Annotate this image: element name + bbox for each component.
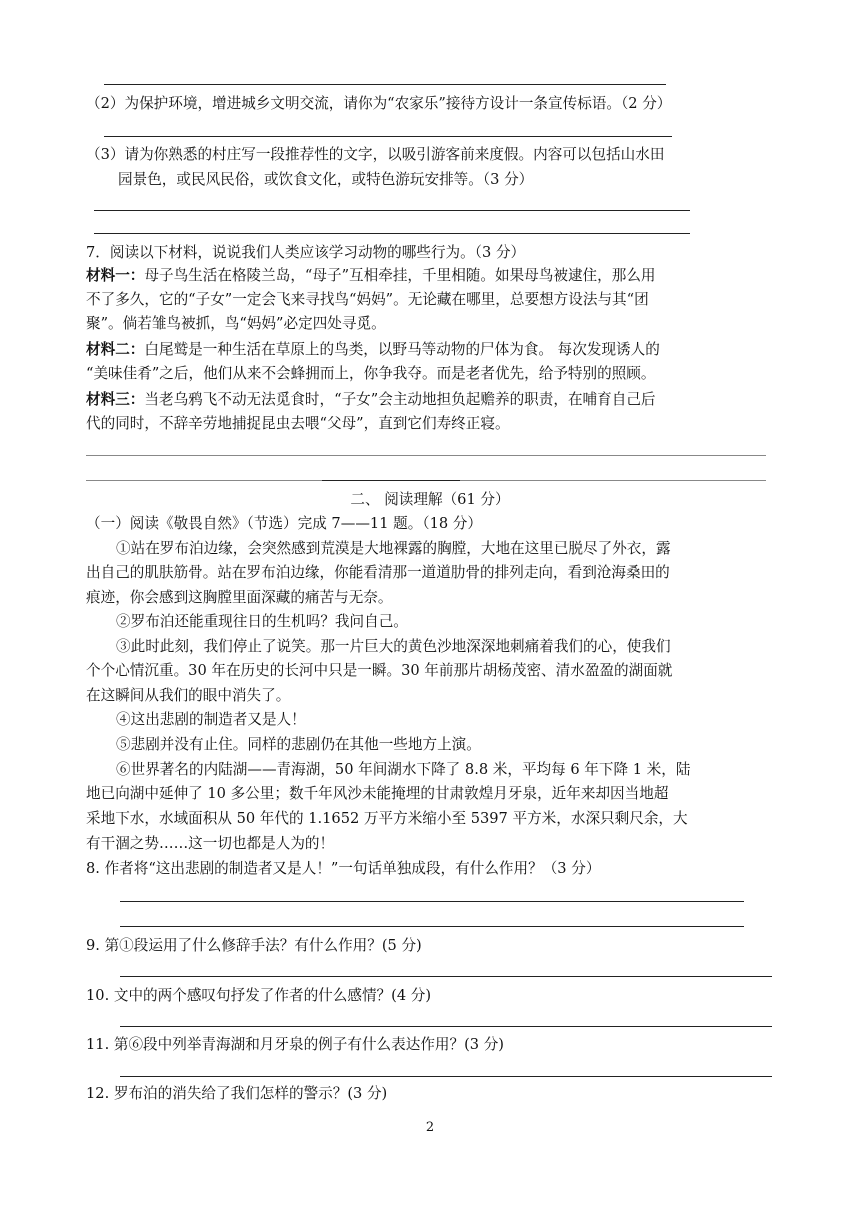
- answer-line-q6-2: [104, 136, 672, 137]
- q7-prompt: 7．阅读以下材料，说说我们人类应该学习动物的哪些行为。（3 分）: [86, 244, 526, 261]
- question-12: 12. 罗布泊的消失给了我们怎样的警示？(3 分): [86, 1085, 388, 1102]
- q7-material-1-line1: [86, 266, 656, 286]
- question-10: 10. 文中的两个感叹句抒发了作者的什么感情？(4 分): [86, 987, 432, 1004]
- answer-line-q6-1: [104, 84, 666, 85]
- q7-material-1-line3: 聚”。倘若雏鸟被抓，鸟“妈妈”必定四处寻觅。: [86, 315, 386, 332]
- section-divider: [322, 480, 460, 481]
- q7-material-1-line2: 不了多久，它的“子女”一定会飞来寻找鸟“妈妈”。无论藏在哪里，总要想方设法与其“团: [86, 291, 649, 308]
- answer-line-q9: [120, 976, 772, 977]
- material-1-text: 母子鸟生活在格陵兰岛，“母子”互相牵挂，千里相随。如果母鸟被逮住，那么用: [144, 267, 656, 284]
- section-2-title: 二、 阅读理解（61 分）: [350, 491, 510, 508]
- passage-p3-line1: ③此时此刻，我们停止了说笑。那一片巨大的黄色沙地深深地刺痛着我们的心，使我们: [116, 638, 671, 655]
- material-3-label: 材料三：: [86, 391, 145, 408]
- answer-line-q10: [120, 1026, 772, 1027]
- q7-material-3-line1: [86, 390, 656, 410]
- q6-sub2: （2）为保护环境，增进城乡文明交流，请你为“农家乐”接待方设计一条宣传标语。（2 分）: [86, 95, 672, 112]
- answer-line-q8-1: [120, 901, 744, 902]
- material-2-text: 白尾鹫是一种生活在草原上的鸟类，以野马等动物的尸体为食。 每次发现诱人的: [144, 341, 660, 358]
- page-number: 2: [425, 1120, 435, 1135]
- material-3-text: 当老乌鸦飞不动无法觅食时，“子女”会主动地担负起赡养的职责，在哺育自己后: [144, 391, 656, 408]
- question-11: 11. 第⑥段中列举青海湖和月牙泉的例子有什么表达作用？(3 分): [86, 1036, 505, 1053]
- answer-line-q6-3: [94, 210, 690, 211]
- passage-p1-line1: ①站在罗布泊边缘，会突然感到荒漠是大地裸露的胸膛，大地在这里已脱尽了外衣，露: [116, 540, 671, 557]
- q6-sub3-line1: （3）请为你熟悉的村庄写一段推荐性的文字，以吸引游客前来度假。内容可以包括山水田: [86, 146, 665, 163]
- q7-material-2-line2: “美味佳肴”之后，他们从来不会蜂拥而上，你争我夺。而是老者优先，给予特别的照顾。: [86, 365, 656, 382]
- passage-p6-line3: 采地下水，水域面积从 50 年代的 1.1652 万平方米缩小至 5397 平方米，水深只剩尺余，大: [86, 810, 688, 827]
- section-2-subtitle: （一）阅读《敬畏自然》（节选）完成 7——11 题。（18 分）: [86, 515, 482, 532]
- answer-line-q11: [120, 1076, 772, 1077]
- q6-sub3-line2: 园景色，或民风民俗，或饮食文化，或特色游玩安排等。（3 分）: [118, 171, 534, 188]
- passage-p6-line1: ⑥世界著名的内陆湖——青海湖，50 年间湖水下降了 8.8 米，平均每 6 年下降 1 米，陆: [116, 761, 691, 778]
- passage-p1-line2: 出自己的肌肤筋骨。站在罗布泊边缘，你能看清那一道道肋骨的排列走向，看到沧海桑田的: [86, 564, 670, 581]
- passage-p5: ⑤悲剧并没有止住。同样的悲剧仍在其他一些地方上演。: [116, 736, 481, 753]
- passage-p2: ②罗布泊还能重现往日的生机吗？我问自己。: [116, 613, 408, 630]
- passage-p3-line3: 在这瞬间从我们的眼中消失了。: [86, 687, 291, 704]
- q7-material-2-line1: [86, 340, 660, 360]
- answer-line-q6-4: [94, 233, 690, 234]
- passage-p6-line4: 有干涸之势……这一切也都是人为的！: [86, 835, 335, 852]
- q7-material-3-line2: 代的同时，不辞辛劳地捕捉昆虫去喂“父母”，直到它们寿终正寝。: [86, 415, 510, 432]
- answer-line-q7-1: [86, 455, 766, 456]
- passage-p4: ④这出悲剧的制造者又是人！: [116, 711, 306, 728]
- answer-line-q8-2: [120, 926, 744, 927]
- material-2-label: 材料二：: [86, 341, 145, 358]
- question-9: 9. 第①段运用了什么修辞手法？有什么作用？(5 分): [86, 937, 422, 954]
- passage-p6-line2: 地已向湖中延伸了 10 多公里；数千年风沙未能掩埋的甘肃敦煌月牙泉，近年来却因当地超: [86, 785, 669, 802]
- passage-p1-line3: 痕迹，你会感到这胸膛里面深藏的痛苦与无奈。: [86, 589, 393, 606]
- passage-p3-line2: 个个心情沉重。30 年在历史的长河中只是一瞬。30 年前那片胡杨茂密、清水盈盈的湖面就: [86, 662, 673, 679]
- question-8: 8. 作者将“这出悲剧的制造者又是人！”一句话单独成段，有什么作用？（3 分）: [86, 860, 601, 877]
- material-1-label: 材料一：: [86, 267, 145, 284]
